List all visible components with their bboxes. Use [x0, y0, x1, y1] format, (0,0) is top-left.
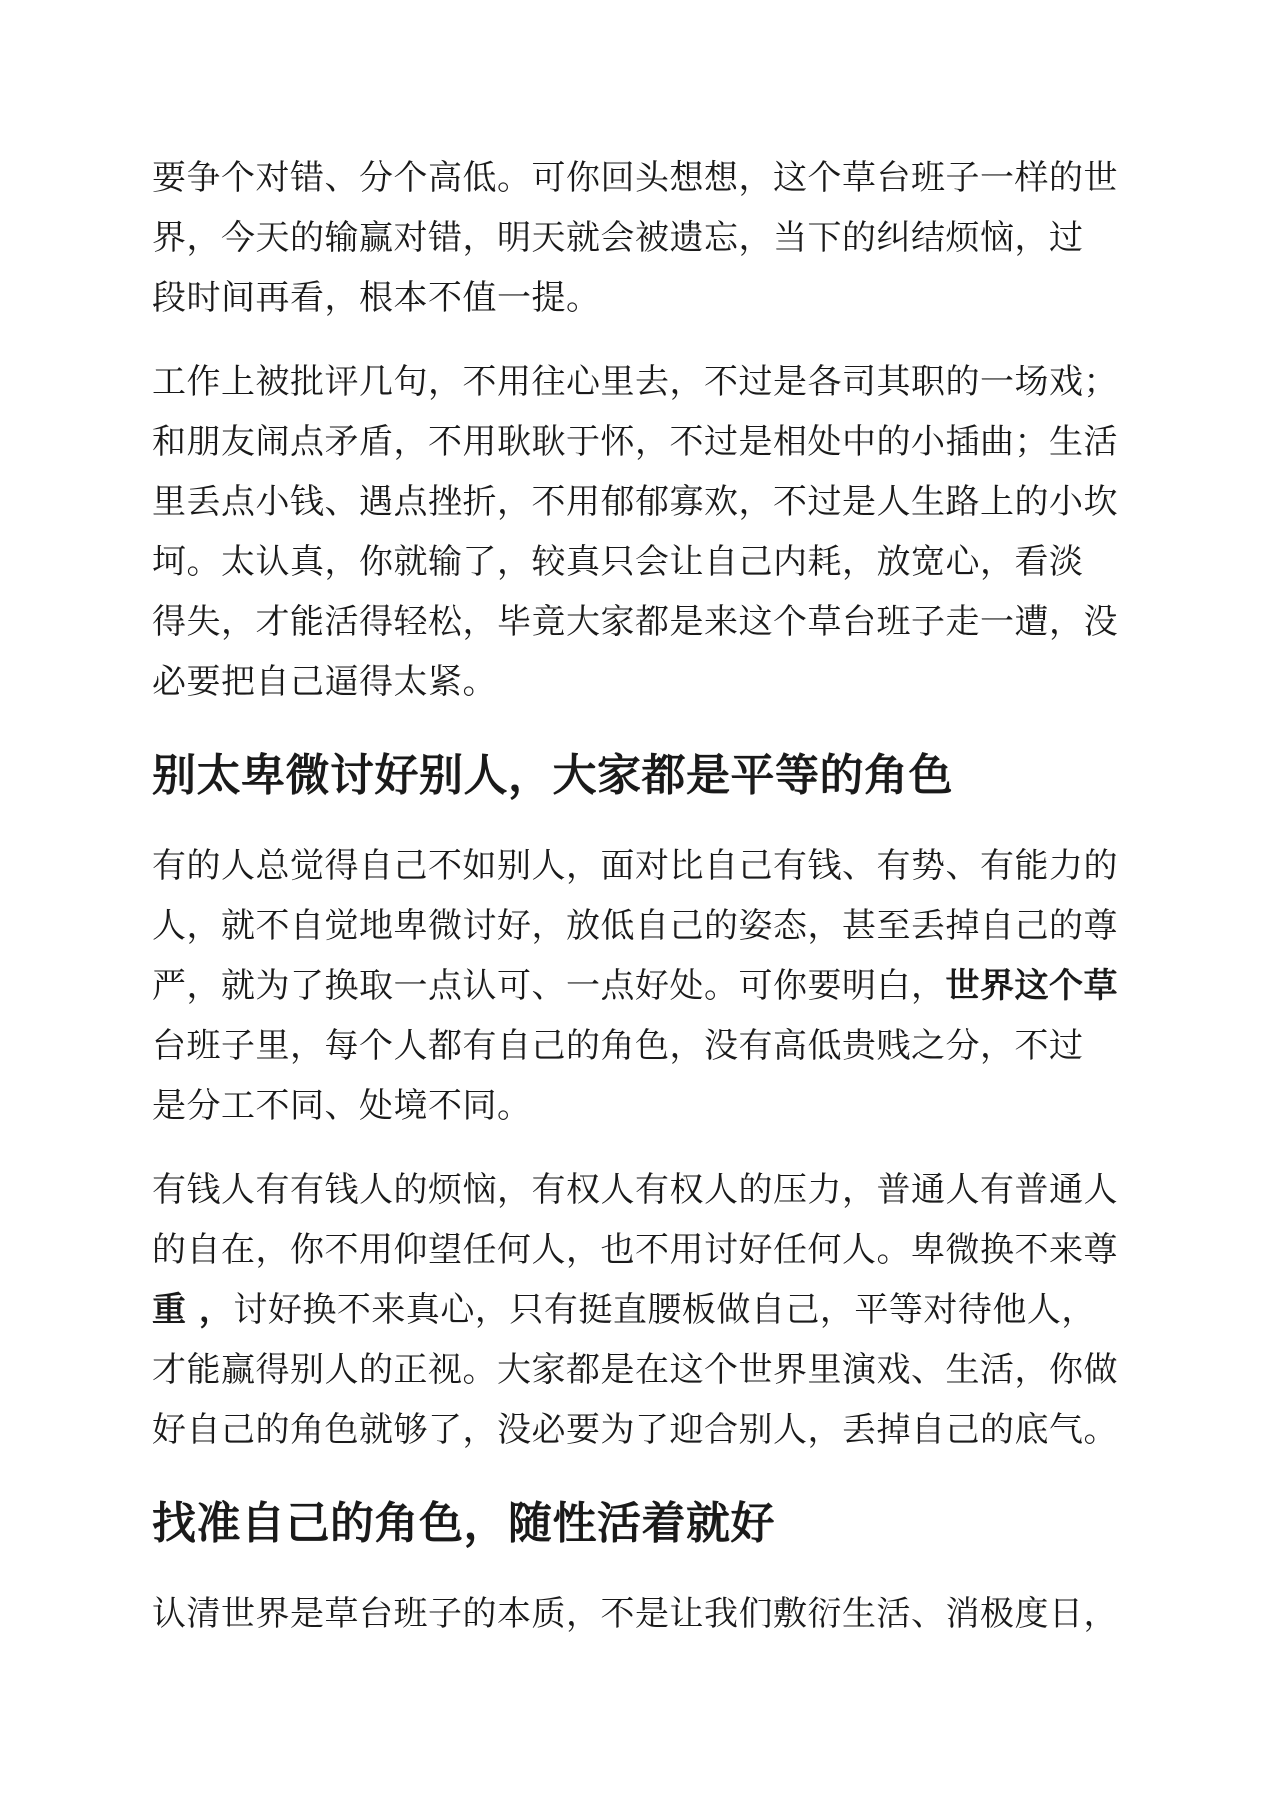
paragraph-3-line-3-text: 严，就为了换取一点认可、一点好处。可你要明白， — [152, 966, 946, 1006]
paragraph-2-line-4: 坷。太认真，你就输了，较真只会让自己内耗，放宽心，看淡 — [152, 542, 1084, 582]
paragraph-4-line-1: 有钱人有有钱人的烦恼，有权人有权人的压力，普通人有普通人 — [152, 1170, 1118, 1210]
paragraph-2-line-1: 工作上被批评几句，不用往心里去，不过是各司其职的一场戏； — [152, 362, 1118, 402]
paragraph-3-line-5: 是分工不同、处境不同。 — [152, 1086, 532, 1126]
paragraph-5-line-1: 认清世界是草台班子的本质，不是让我们敷衍生活、消极度日， — [152, 1594, 1118, 1634]
paragraph-1-line-3: 段时间再看，根本不值一提。 — [152, 278, 601, 318]
section-heading-1: 别太卑微讨好别人，大家都是平等的角色 — [152, 750, 953, 801]
paragraph-2-line-3: 里丢点小钱、遇点挫折，不用郁郁寡欢，不过是人生路上的小坎 — [152, 482, 1118, 522]
paragraph-3-line-2: 人，就不自觉地卑微讨好，放低自己的姿态，甚至丢掉自己的尊 — [152, 906, 1118, 946]
paragraph-4-line-5: 好自己的角色就够了，没必要为了迎合别人，丢掉自己的底气。 — [152, 1410, 1118, 1450]
paragraph-5 — [152, 1584, 1127, 1644]
paragraph-2-line-5: 得失，才能活得轻松，毕竟大家都是来这个草台班子走一遭，没 — [152, 602, 1118, 642]
paragraph-4-line-3-text: 讨好换不来真心，只有挺直腰板做自己，平等对待他人， — [233, 1290, 1096, 1330]
paragraph-2 — [152, 352, 1127, 712]
paragraph-2-line-6: 必要把自己逼得太紧。 — [152, 662, 497, 702]
paragraph-4-line-4: 才能赢得别人的正视。大家都是在这个世界里演戏、生活，你做 — [152, 1350, 1118, 1390]
paragraph-4-line-2: 的自在，你不用仰望任何人，也不用讨好任何人。卑微换不来尊 — [152, 1230, 1118, 1270]
paragraph-2-line-2: 和朋友闹点矛盾，不用耿耿于怀，不过是相处中的小插曲；生活 — [152, 422, 1118, 462]
paragraph-3 — [152, 836, 1127, 1136]
paragraph-4 — [152, 1160, 1127, 1460]
paragraph-4-bold-word: 重 ， — [152, 1290, 234, 1330]
paragraph-3-bold-phrase: 世界这个草 — [945, 966, 1118, 1006]
paragraph-1 — [152, 148, 1127, 328]
document-page — [152, 148, 1127, 1668]
paragraph-3-line-1: 有的人总觉得自己不如别人，面对比自己有钱、有势、有能力的 — [152, 846, 1118, 886]
paragraph-3-line-3 — [152, 956, 1127, 1016]
paragraph-1-line-2: 界，今天的输赢对错，明天就会被遗忘，当下的纠结烦恼，过 — [152, 218, 1084, 258]
paragraph-3-line-4: 台班子里，每个人都有自己的角色，没有高低贵贱之分，不过 — [152, 1026, 1084, 1066]
paragraph-1-line-1: 要争个对错、分个高低。可你回头想想，这个草台班子一样的世 — [152, 158, 1118, 198]
paragraph-4-line-3 — [152, 1280, 1127, 1340]
section-heading-2: 找准自己的角色，随性活着就好 — [152, 1498, 775, 1549]
